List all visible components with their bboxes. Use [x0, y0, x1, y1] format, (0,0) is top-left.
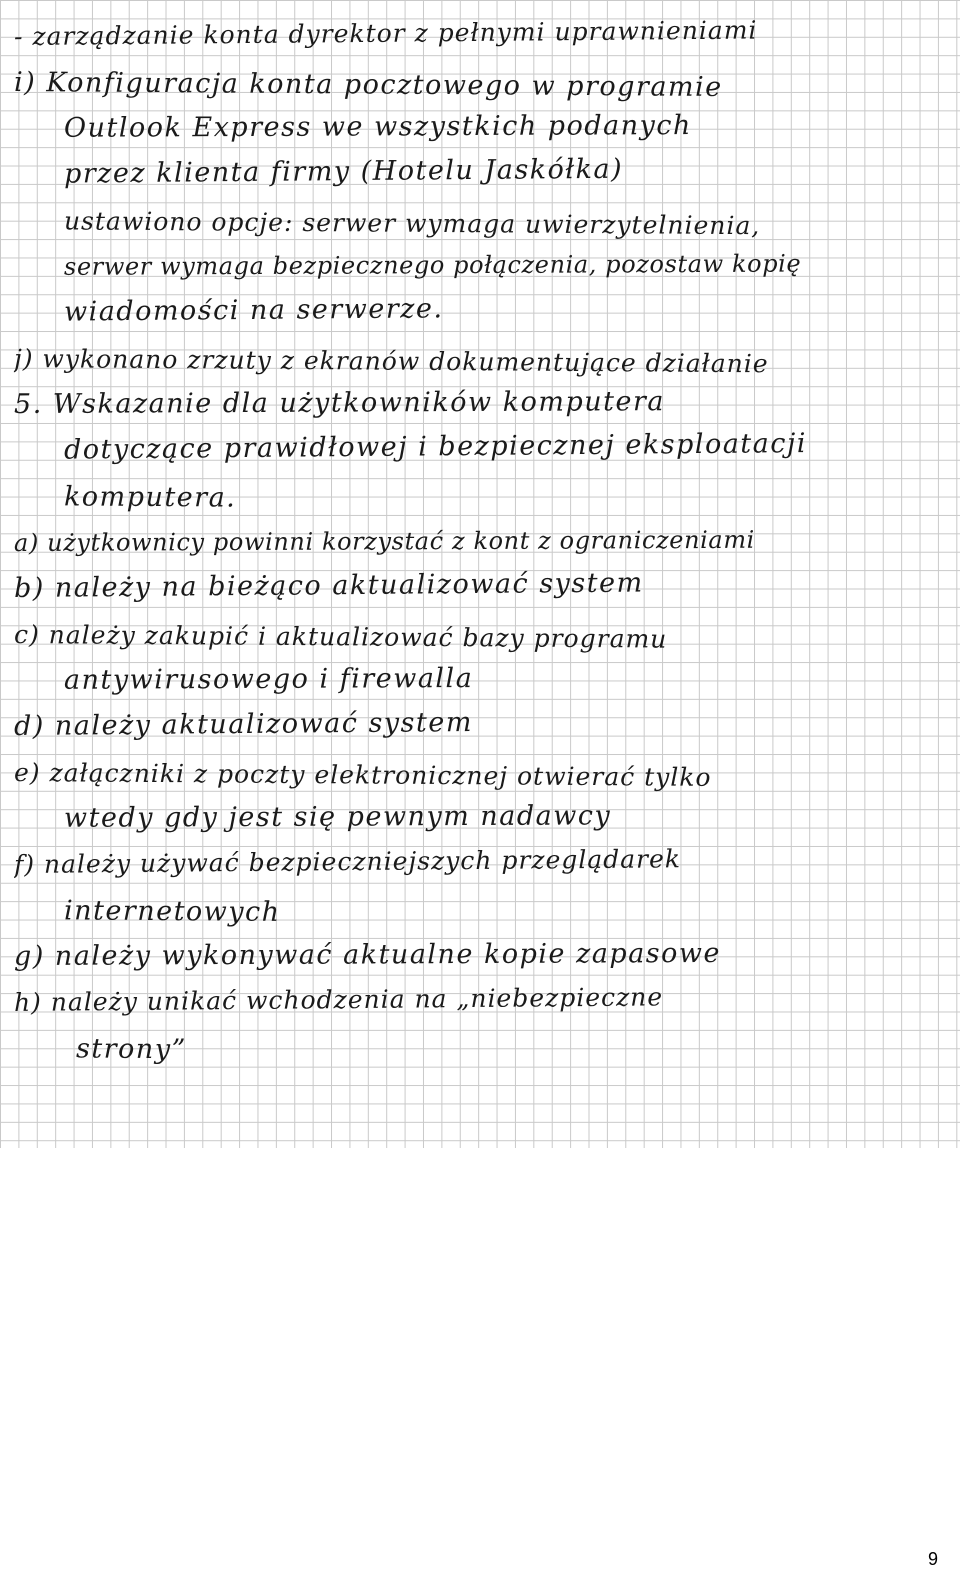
note-line: i) Konfiguracja konta pocztowego w programie — [13, 67, 723, 103]
note-line: ustawiono opcje: serwer wymaga uwierzytelnienia, — [63, 206, 761, 241]
note-line: b) należy na bieżąco aktualizować system — [13, 567, 644, 604]
note-line: f) należy używać bezpieczniejszych przeglądarek — [13, 844, 682, 879]
note-line: strony” — [75, 1033, 187, 1066]
note-line: komputera. — [63, 481, 237, 514]
note-line: wtedy gdy jest się pewnym nadawcy — [63, 800, 612, 834]
note-line: - zarządzanie konta dyrektor z pełnymi uprawnieniami — [13, 15, 758, 51]
note-line: dotyczące prawidłowej i bezpiecznej eksploatacji — [63, 428, 808, 466]
note-line: a) użytkownicy powinni korzystać z kont z ograniczeniami — [13, 525, 755, 557]
note-line: h) należy unikać wchodzenia na „niebezpieczne — [13, 982, 664, 1017]
note-line: j) wykonano zrzuty z ekranów dokumentujące działanie — [13, 344, 769, 379]
handwritten-notes — [14, 14, 954, 1072]
page-number: 9 — [927, 1549, 938, 1569]
note-line: internetowych — [63, 895, 281, 928]
note-line: 5. Wskazanie dla użytkowników komputera — [13, 386, 665, 420]
note-line: przez klienta firmy (Hotelu Jaskółka) — [63, 153, 624, 190]
note-line: g) należy wykonywać aktualne kopie zapasowe — [13, 937, 722, 972]
note-line: c) należy zakupić i aktualizować bazy programu — [13, 620, 668, 654]
note-line: e) załączniki z poczty elektronicznej otwierać tylko — [13, 758, 712, 792]
note-line: antywirusowego i firewalla — [63, 662, 474, 696]
note-line: Outlook Express we wszystkich podanych — [63, 110, 692, 144]
note-line: d) należy aktualizować system — [13, 706, 474, 742]
note-line: wiadomości na serwerze. — [63, 293, 444, 328]
note-line: serwer wymaga bezpiecznego połączenia, pozostaw kopię — [63, 249, 802, 281]
